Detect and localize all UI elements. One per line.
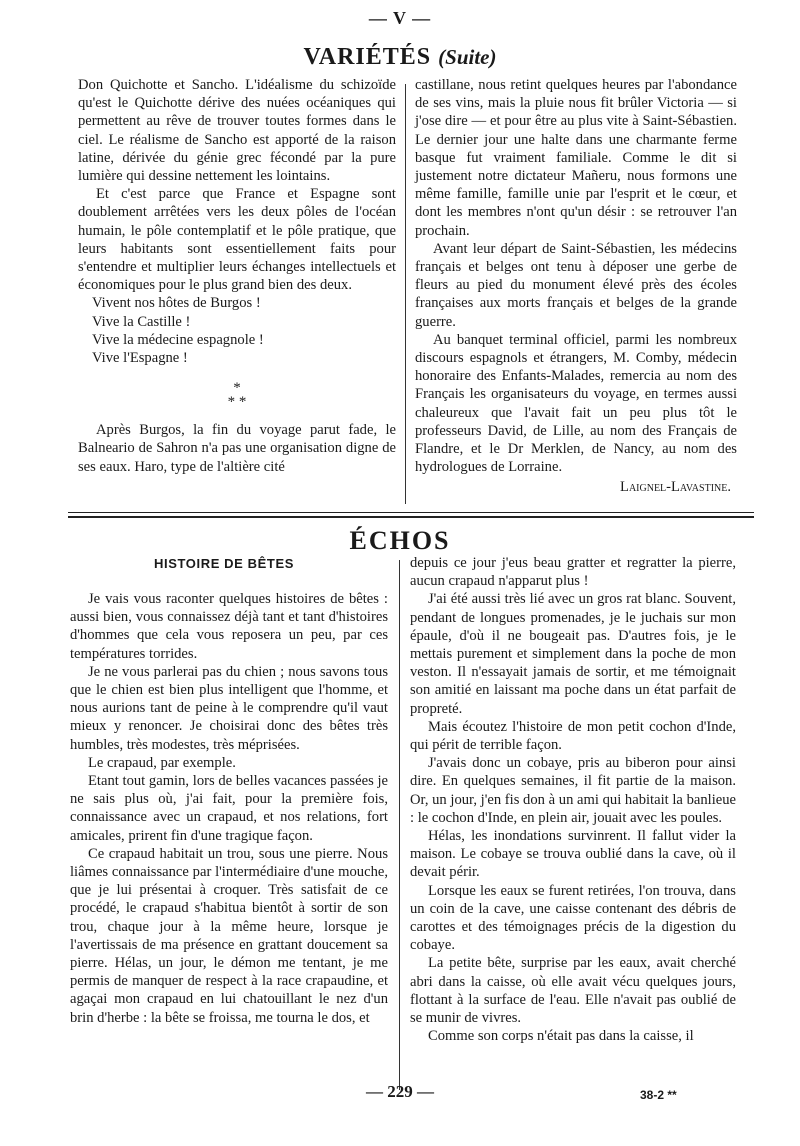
- section-rule-thick: [68, 516, 754, 518]
- section-title-varietes: [0, 44, 800, 71]
- column-divider: [399, 560, 400, 1090]
- page-number: — 229 —: [366, 1082, 434, 1101]
- paragraph: Et c'est parce que France et Espagne sont doublement arrêtées vers les deux pôles de l'océan humain, le pôle contemplatif et le pôle pratique, que leurs habitants sont essentiellement faits pour s'entendre et multiplier leurs échanges intellectuels et économiques pour le plus grand bien des deux.: [78, 186, 396, 294]
- paragraph: Le crapaud, par exemple.: [88, 754, 236, 771]
- verse-line: Vive la Castille !: [92, 313, 191, 330]
- page-folio: — V —: [368, 8, 432, 28]
- paragraph: Avant leur départ de Saint-Sébastien, les médecins français et belges ont tenu à déposer une gerbe de fleurs au pied du monument élevé près des écoles françaises aux morts français et belges de la grande guerre.: [415, 240, 737, 330]
- column-divider: [405, 84, 406, 504]
- section-title-echos: ÉCHOS: [349, 526, 451, 555]
- article-signature: Laignel-Lavastine.: [620, 479, 731, 496]
- paragraph: Hélas, les inondations survinrent. Il fallut vider la maison. Le cobaye se trouva oublié dans la cave, où il devait périr.: [410, 828, 736, 881]
- paragraph: Je ne vous parlerai pas du chien ; nous savons tous que le chien est bien plus intelligent que l'homme, et nous aurions tant de peine à le comprendre qu'il vaut mieux y renoncer. Je choisirai donc des bêtes très humbles, très modestes, très méprisées.: [70, 663, 388, 753]
- article-subtitle: HISTOIRE DE BÊTES: [154, 556, 294, 571]
- paragraph: Lorsque les eaux se furent retirées, l'on trouva, dans un coin de la cave, une caisse contenant des débris de carottes et des témoignages précis de la digestion du cobaye.: [410, 882, 736, 954]
- paragraph: castillane, nous retint quelques heures par l'abondance de ses vins, mais la pluie nous fit brûler Victoria — si j'ose dire — et pour être au plus vite à Saint-Sébastien. Le dernier jour une halte dans une charmante ferme basque fut vraiment familiale. Comme le dit si justement notre dictateur Mañeru, nous formons une même famille, famille unie par l'esprit et le cœur, et dont les membres n'ont qu'un désir : se retrouver l'an prochain.: [415, 77, 737, 239]
- paragraph: Etant tout gamin, lors de belles vacances passées je ne sais plus où, j'ai fait, pour la première fois, connaissance avec un crapaud, et nos relations, fort amicales, prirent fin d'une tragique façon.: [70, 773, 388, 844]
- verse-line: Vivent nos hôtes de Burgos !: [92, 295, 261, 312]
- paragraph: Comme son corps n'était pas dans la caisse, il: [428, 1028, 694, 1045]
- varietes-right-paragraphs: [415, 76, 737, 476]
- paragraph: depuis ce jour j'eus beau gratter et regratter la pierre, aucun crapaud n'apparut plus !: [410, 555, 736, 590]
- paragraph: J'ai été aussi très lié avec un gros rat blanc. Souvent, pendant de longues promenades, je le juchais sur mon épaule, d'où il ne bougeait pas. D'autres fois, je le mettais purement et simplement dans la poche de mon veston. Il n'essayait jamais de sortir, et me témoignait son amitié en laissant ma poche dans un état parfait de propreté.: [410, 591, 736, 717]
- paragraph: Après Burgos, la fin du voyage parut fade, le Balneario de Sahron n'a pas une organisation digne de ses eaux. Haro, type de l'altière cité: [78, 422, 396, 475]
- verse-line: Vive la médecine espagnole !: [92, 331, 264, 348]
- echos-left-column: [70, 590, 388, 1027]
- varietes-right-column: [415, 76, 737, 497]
- paragraph: Je vais vous raconter quelques histoires de bêtes : aussi bien, vous connaissez déjà tant et tant d'histoires d'hommes que cela vous reposera un peu, par ces températures torrides.: [70, 591, 388, 662]
- paragraph: Ce crapaud habitait un trou, sous une pierre. Nous liâmes connaissance par l'intermédiaire d'une mouche, que je lui présentai à croquer. Très satisfait de ce procédé, le crapaud s'habitua bientôt à sortir de son trou, chaque jour à la même heure, lorsque je l'avertissais de ma présence en grattant doucement sa pierre. Hélas, un jour, le démon me tentant, je me permis de manquer de respect à la race crapaudine, et agaçai mon crapaud en lui chatouillant le nez d'un brin d'herbe : la bête se froissa, me tourna le dos, et: [70, 845, 388, 1026]
- verse-line: Vive l'Espagne !: [92, 350, 188, 367]
- varietes-left-column: [78, 76, 396, 476]
- section-title-suffix: (Suite): [438, 45, 497, 69]
- echos-right-column: [410, 554, 736, 1045]
- echos-right-paragraphs: [410, 554, 736, 1045]
- section-rule-thin: [68, 512, 754, 513]
- paragraph: Au banquet terminal officiel, parmi les nombreux discours espagnols et étrangers, M. Comby, médecin honoraire des Enfants-Malades, remercia au nom des Français les organisateurs du voyage, en termes aussi chaleureux que l'avait fait un peu plus tôt le professeurs David, de Lille, au nom des Français de Flandre, et le Dr Merklen, de Nancy, au nom des hydrologues de Lorraine.: [415, 331, 737, 476]
- asterism-top: *: [233, 380, 241, 397]
- asterism: [78, 381, 396, 409]
- paragraph: J'avais donc un cobaye, pris au biberon pour ainsi dire. En quelques semaines, il fit partie de la maison. Or, un jour, j'en fis don à un ami qui habitait la banlieue : le cochon d'Inde, en plein air, jouait avec les poules.: [410, 755, 736, 826]
- paragraph: La petite bête, surprise par les eaux, avait cherché abri dans la caisse, où elle avait vécu quelques jours, flottant à la surface de l'eau. Elle n'avait pas oublié de se munir de vivres.: [410, 955, 736, 1027]
- sheet-signature-mark: 38-2 **: [640, 1088, 677, 1102]
- paragraph: Mais écoutez l'histoire de mon petit cochon d'Inde, qui périt de terrible façon.: [410, 718, 736, 754]
- echos-left-paragraphs: [70, 590, 388, 1027]
- varietes-left-paragraphs: [78, 76, 396, 367]
- paragraph: Don Quichotte et Sancho. L'idéalisme du schizoïde qu'est le Quichotte dérive des nuées océaniques qui permettent au rêve de trouver toutes formes dans le ciel. Le réalisme de Sancho est apporté de la raison latine, dérivée du génie grec fécondé par la pure lumière qui dessine nettement les lointains.: [78, 77, 396, 185]
- asterism-bottom: * *: [227, 394, 247, 411]
- varietes-left-after-paragraphs: [78, 421, 396, 476]
- section-title-text: VARIÉTÉS: [303, 44, 432, 70]
